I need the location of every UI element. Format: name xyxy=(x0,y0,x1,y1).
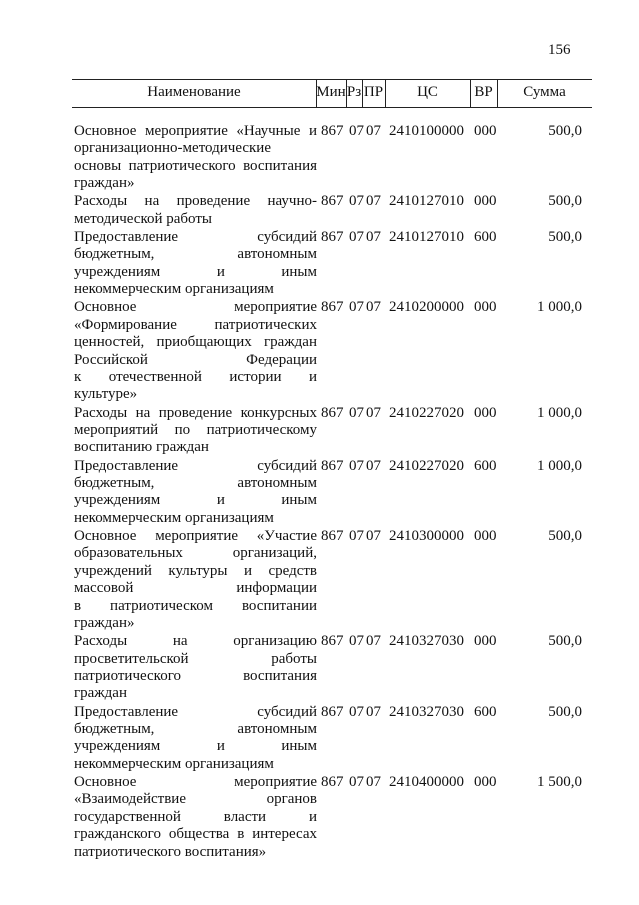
cell-name-line: «Формирование патриотических xyxy=(74,316,317,333)
header-top-rule xyxy=(72,79,592,80)
cell-pr: 07 xyxy=(366,703,381,720)
cell-name-line: мероприятий по патриотическому xyxy=(74,421,317,438)
cell-sum: 1 000,0 xyxy=(537,457,582,474)
cell-rz: 07 xyxy=(349,703,364,720)
header-sum: Сумма xyxy=(523,84,566,100)
cell-pr: 07 xyxy=(366,229,381,245)
cell-name-line: учреждений культуры и средств xyxy=(74,562,317,579)
cell-min: 867 xyxy=(321,193,344,210)
cell-name xyxy=(74,528,317,632)
cell-name xyxy=(74,704,317,774)
cell-vr: 600 xyxy=(474,457,497,474)
cell-name-line: Основное мероприятие xyxy=(74,774,317,790)
cell-name xyxy=(74,123,317,193)
cell-name-line: учреждениям и иным xyxy=(74,492,317,509)
cell-name-line: учреждениям и иным xyxy=(74,263,317,280)
cell-name-line: в патриотическом воспитании xyxy=(74,597,317,614)
cell-name-line: патриотического воспитания» xyxy=(74,843,267,860)
cell-pr: 07 xyxy=(366,193,381,210)
cell-name-line: некоммерческим организациям xyxy=(74,509,274,526)
cell-name-line: Предоставление субсидий xyxy=(74,457,317,474)
cell-rz: 07 xyxy=(349,299,364,316)
cell-min: 867 xyxy=(321,229,344,245)
cell-rz: 07 xyxy=(349,457,364,474)
cell-vr: 000 xyxy=(474,404,497,421)
cell-min: 867 xyxy=(321,123,344,139)
cell-name-line: граждан» xyxy=(74,614,135,631)
cell-name-line: Основное мероприятие xyxy=(74,299,317,316)
cell-min: 867 xyxy=(321,633,344,650)
cell-sum: 500,0 xyxy=(548,193,582,210)
cell-name-line: культуре» xyxy=(74,386,138,403)
cell-min: 867 xyxy=(321,299,344,316)
cell-rz: 07 xyxy=(349,404,364,421)
cell-name-line: бюджетным, автономным xyxy=(74,246,317,263)
cell-vr: 000 xyxy=(474,193,497,210)
cell-name-line: Основное мероприятие «Научные и xyxy=(74,123,317,139)
cell-name-line: граждан» xyxy=(74,175,135,192)
cell-name xyxy=(74,774,317,861)
cell-cs: 2410400000 xyxy=(389,774,464,790)
cell-sum: 500,0 xyxy=(548,633,582,650)
cell-name-line: образовательных организаций, xyxy=(74,545,317,562)
cell-name-line: Расходы на проведение научно- xyxy=(74,193,317,210)
cell-rz: 07 xyxy=(349,193,364,210)
cell-pr: 07 xyxy=(366,123,381,139)
cell-sum: 500,0 xyxy=(548,528,582,544)
cell-vr: 600 xyxy=(474,229,497,245)
cell-cs: 2410327030 xyxy=(389,703,464,720)
cell-name-line: учреждениям и иным xyxy=(74,738,317,755)
cell-cs: 2410300000 xyxy=(389,528,464,544)
header-vr: ВР xyxy=(474,84,493,100)
cell-rz: 07 xyxy=(349,123,364,139)
cell-name-line: гражданского общества в интересах xyxy=(74,826,317,843)
cell-vr: 600 xyxy=(474,703,497,720)
cell-vr: 000 xyxy=(474,774,497,790)
cell-name-line: методической работы xyxy=(74,210,212,227)
cell-sum: 1 000,0 xyxy=(537,404,582,421)
cell-vr: 000 xyxy=(474,123,497,139)
header-pr: ПР xyxy=(363,84,384,100)
cell-rz: 07 xyxy=(349,229,364,245)
cell-name xyxy=(74,299,317,403)
cell-name-line: Основное мероприятие «Участие xyxy=(74,528,317,544)
cell-sum: 1 000,0 xyxy=(537,299,582,316)
cell-cs: 2410227020 xyxy=(389,404,464,421)
cell-name-line: бюджетным, автономным xyxy=(74,474,317,491)
cell-min: 867 xyxy=(321,703,344,720)
cell-pr: 07 xyxy=(366,633,381,650)
cell-name-line: граждан xyxy=(74,685,127,702)
cell-name-line: патриотического воспитания xyxy=(74,667,317,684)
cell-name-line: Предоставление субсидий xyxy=(74,703,317,720)
cell-min: 867 xyxy=(321,774,344,790)
cell-name-line: основы патриотического воспитания xyxy=(74,157,317,174)
cell-pr: 07 xyxy=(366,404,381,421)
cell-pr: 07 xyxy=(366,457,381,474)
header-min: Мин xyxy=(316,84,346,100)
cell-rz: 07 xyxy=(349,528,364,544)
cell-name-line: некоммерческим организациям xyxy=(74,281,274,298)
cell-name-line: ценностей, приобщающих граждан xyxy=(74,334,317,351)
header-cs: ЦС xyxy=(417,84,438,100)
cell-pr: 07 xyxy=(366,774,381,790)
cell-name xyxy=(74,229,317,299)
cell-name-line: некоммерческим организациям xyxy=(74,755,274,772)
cell-name-line: массовой информации xyxy=(74,580,317,597)
cell-min: 867 xyxy=(321,404,344,421)
cell-name-line: «Взаимодействие органов xyxy=(74,791,317,808)
cell-sum: 1 500,0 xyxy=(537,774,582,790)
cell-name-line: просветительской работы xyxy=(74,650,317,667)
cell-min: 867 xyxy=(321,457,344,474)
cell-cs: 2410200000 xyxy=(389,299,464,316)
header-name: Наименование xyxy=(147,84,241,100)
cell-sum: 500,0 xyxy=(548,703,582,720)
cell-rz: 07 xyxy=(349,774,364,790)
cell-vr: 000 xyxy=(474,299,497,316)
header-bottom-rule xyxy=(72,107,592,108)
cell-cs: 2410100000 xyxy=(389,123,464,139)
cell-pr: 07 xyxy=(366,299,381,316)
cell-cs: 2410127010 xyxy=(389,229,464,245)
header-rz: Рз xyxy=(346,84,362,100)
cell-name-line: к отечественной истории и xyxy=(74,368,317,385)
cell-vr: 000 xyxy=(474,528,497,544)
cell-pr: 07 xyxy=(366,528,381,544)
cell-name-line: Расходы на проведение конкурсных xyxy=(74,404,317,421)
cell-name xyxy=(74,405,317,457)
cell-cs: 2410127010 xyxy=(389,193,464,210)
cell-sum: 500,0 xyxy=(548,123,582,139)
cell-name xyxy=(74,633,317,703)
cell-rz: 07 xyxy=(349,633,364,650)
cell-name-line: государственной власти и xyxy=(74,808,317,825)
cell-name xyxy=(74,193,317,228)
cell-name-line: Предоставление субсидий xyxy=(74,229,317,245)
cell-name xyxy=(74,458,317,528)
cell-name-line: бюджетным, автономным xyxy=(74,720,317,737)
cell-min: 867 xyxy=(321,528,344,544)
cell-name-line: воспитанию граждан xyxy=(74,439,209,456)
cell-cs: 2410227020 xyxy=(389,457,464,474)
cell-vr: 000 xyxy=(474,633,497,650)
cell-name-line: Расходы на организацию xyxy=(74,633,317,650)
cell-sum: 500,0 xyxy=(548,229,582,245)
cell-cs: 2410327030 xyxy=(389,633,464,650)
cell-name-line: организационно-методические xyxy=(74,140,271,157)
page-number: 156 xyxy=(548,42,571,58)
cell-name-line: Российской Федерации xyxy=(74,351,317,368)
